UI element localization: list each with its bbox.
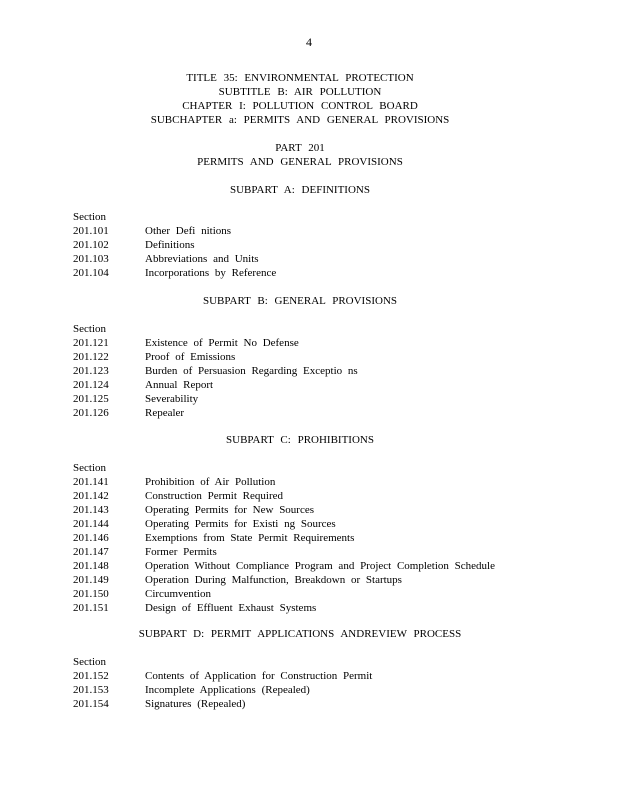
subpart-c-sections xyxy=(73,461,593,615)
section-title: Operating Permits for Existi ng Sources xyxy=(145,518,336,530)
subpart-heading: SUBPART C: PROHIBITIONS xyxy=(226,434,374,446)
section-title: Former Permits xyxy=(145,546,217,558)
table-row xyxy=(73,573,593,587)
table-row xyxy=(73,238,593,252)
section-number: 201.121 xyxy=(73,337,109,349)
table-row xyxy=(73,669,593,683)
table-row xyxy=(73,350,593,364)
table-row xyxy=(73,392,593,406)
section-title: Incorporations by Reference xyxy=(145,267,277,279)
section-number: 201.103 xyxy=(73,253,109,265)
table-row xyxy=(73,224,593,238)
section-number: 201.153 xyxy=(73,684,109,696)
section-title: Construction Permit Required xyxy=(145,490,283,502)
section-title: Repealer xyxy=(145,407,185,419)
title-line: TITLE 35: ENVIRONMENTAL PROTECTION xyxy=(186,72,414,84)
table-row xyxy=(73,503,593,517)
section-number: 201.146 xyxy=(73,532,109,544)
subpart-heading: SUBPART D: PERMIT APPLICATIONS ANDREVIEW PROCESS xyxy=(138,628,462,640)
section-number: 201.144 xyxy=(73,518,109,530)
chapter-line: CHAPTER I: POLLUTION CONTROL BOARD xyxy=(182,100,418,112)
section-number: 201.152 xyxy=(73,670,109,682)
section-number: 201.141 xyxy=(73,476,109,488)
table-row xyxy=(73,475,593,489)
section-label: Section xyxy=(73,323,106,335)
section-number: 201.122 xyxy=(73,351,109,363)
section-label: Section xyxy=(73,211,106,223)
title-heading xyxy=(0,71,600,127)
section-label: Section xyxy=(73,462,106,474)
subpart-heading: SUBPART A: DEFINITIONS xyxy=(230,184,370,196)
table-row xyxy=(73,364,593,378)
section-title: Design of Effluent Exhaust Systems xyxy=(145,602,317,614)
part-number: PART 201 xyxy=(275,142,325,154)
table-row xyxy=(73,531,593,545)
section-number: 201.150 xyxy=(73,588,109,600)
subchapter-line: SUBCHAPTER a: PERMITS AND GENERAL PROVISIONS xyxy=(150,114,450,126)
section-title: Operation Without Compliance Program and Project Completion Schedule xyxy=(145,560,495,572)
table-row xyxy=(73,587,593,601)
part-heading xyxy=(0,141,600,169)
section-number: 201.149 xyxy=(73,574,109,586)
section-number: 201.143 xyxy=(73,504,109,516)
section-title: Existence of Permit No Defense xyxy=(145,337,299,349)
table-row xyxy=(73,336,593,350)
subpart-c-heading xyxy=(0,433,600,447)
section-title: Incomplete Applications (Repealed) xyxy=(145,684,310,696)
table-row xyxy=(73,545,593,559)
section-number: 201.147 xyxy=(73,546,109,558)
section-label: Section xyxy=(73,656,106,668)
table-row xyxy=(73,266,593,280)
section-title: Circumvention xyxy=(145,588,211,600)
section-number: 201.124 xyxy=(73,379,109,391)
subpart-b-sections xyxy=(73,322,593,420)
section-number: 201.104 xyxy=(73,267,109,279)
page-number: 4 xyxy=(306,35,312,49)
section-title: Operation During Malfunction, Breakdown or Startups xyxy=(145,574,402,586)
section-title: Proof of Emissions xyxy=(145,351,236,363)
section-number: 201.126 xyxy=(73,407,109,419)
subpart-d-sections xyxy=(73,655,593,711)
table-row xyxy=(73,683,593,697)
subpart-d-heading xyxy=(0,627,600,641)
table-row xyxy=(73,489,593,503)
section-title: Operating Permits for New Sources xyxy=(145,504,315,516)
section-title: Prohibition of Air Pollution xyxy=(145,476,276,488)
section-title: Definitions xyxy=(145,239,195,251)
section-number: 201.101 xyxy=(73,225,109,237)
section-title: Abbreviations and Units xyxy=(145,253,259,265)
section-title: Burden of Persuasion Regarding Exceptio ns xyxy=(145,365,358,377)
subpart-heading: SUBPART B: GENERAL PROVISIONS xyxy=(203,295,397,307)
section-title: Contents of Application for Construction Permit xyxy=(145,670,373,682)
section-number: 201.125 xyxy=(73,393,109,405)
section-title: Exemptions from State Permit Requirements xyxy=(145,532,355,544)
table-row xyxy=(73,252,593,266)
table-row xyxy=(73,406,593,420)
subpart-b-heading xyxy=(0,294,600,308)
section-number: 201.148 xyxy=(73,560,109,572)
table-row xyxy=(73,601,593,615)
table-row xyxy=(73,559,593,573)
section-number: 201.151 xyxy=(73,602,109,614)
section-title: Signatures (Repealed) xyxy=(145,698,246,710)
table-row xyxy=(73,697,593,711)
subpart-a-sections xyxy=(73,210,593,280)
section-number: 201.123 xyxy=(73,365,109,377)
section-number: 201.102 xyxy=(73,239,109,251)
part-title: PERMITS AND GENERAL PROVISIONS xyxy=(197,156,403,168)
section-number: 201.142 xyxy=(73,490,109,502)
section-title: Other Defi nitions xyxy=(145,225,232,237)
section-title: Annual Report xyxy=(145,379,214,391)
subpart-a-heading xyxy=(0,183,600,197)
table-row xyxy=(73,378,593,392)
subtitle-line: SUBTITLE B: AIR POLLUTION xyxy=(218,86,382,98)
section-number: 201.154 xyxy=(73,698,109,710)
table-row xyxy=(73,517,593,531)
section-title: Severability xyxy=(145,393,199,405)
